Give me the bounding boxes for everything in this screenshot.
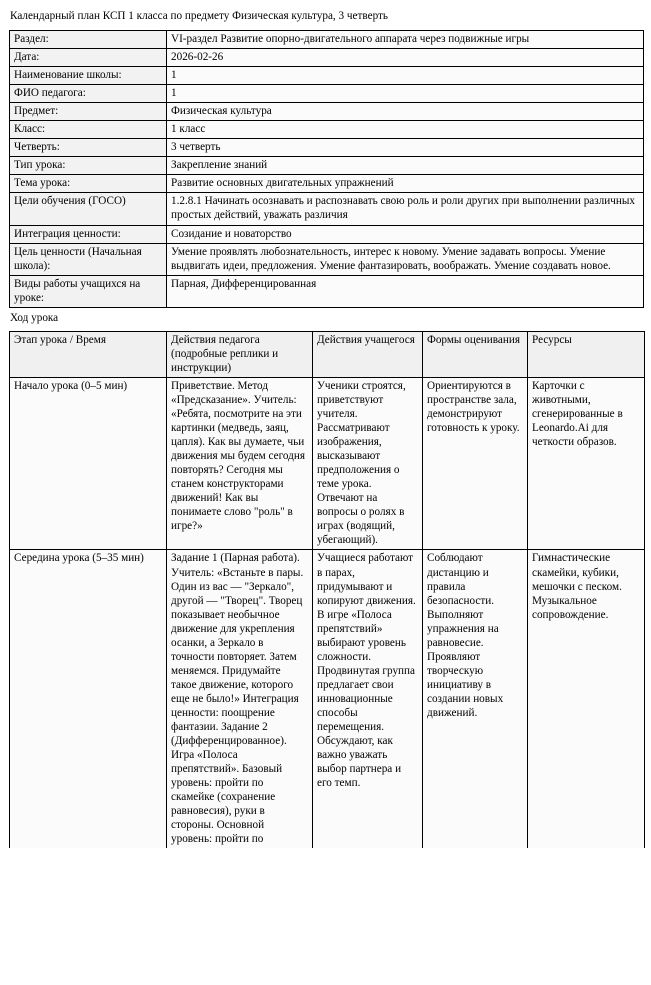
- meta-value: 1: [167, 67, 644, 85]
- table-row: [10, 31, 644, 49]
- meta-value: Парная, Дифференцированная: [167, 275, 644, 307]
- table-row: [10, 103, 644, 121]
- table-row: [10, 85, 644, 103]
- meta-value: 1.2.8.1 Начинать осознавать и распознавать свою роль и роли других при выполнении различных простых действий, уважать различия: [167, 193, 644, 225]
- meta-value: 3 четверть: [167, 139, 644, 157]
- meta-label: Класс:: [10, 121, 167, 139]
- meta-value: Развитие основных двигательных упражнений: [167, 175, 644, 193]
- table-row: [10, 377, 645, 550]
- column-header-teacher-actions: Действия педагога (подробные реплики и инструкции): [167, 331, 313, 377]
- table-row: [10, 225, 644, 243]
- lesson-flow-body: [10, 377, 645, 848]
- cell-assessment-forms: Ориентируются в пространстве зала, демонстрируют готовность к уроку.: [423, 377, 528, 550]
- meta-label: Четверть:: [10, 139, 167, 157]
- lesson-flow-header: [10, 331, 645, 377]
- meta-label: Виды работы учащихся на уроке:: [10, 275, 167, 307]
- table-row: [10, 275, 644, 307]
- lesson-flow-table: [9, 331, 645, 849]
- table-row: [10, 193, 644, 225]
- table-row: [10, 243, 644, 275]
- cell-teacher-actions: Приветствие. Метод «Предсказание». Учитель: «Ребята, посмотрите на эти картинки (медведь, заяц, цапля). Как вы думаете, чьи движения мы будем сегодня повторять? Сегодня мы станем конструкторами движений! Как вы понимаете слово "роль" в игре?»: [167, 377, 313, 550]
- cell-assessment-forms: Соблюдают дистанцию и правила безопасности. Выполняют упражнения на равновесие. Проявляют творческую инициативу в создании новых движений.: [423, 550, 528, 848]
- meta-value: 2026-02-26: [167, 49, 644, 67]
- meta-label: ФИО педагога:: [10, 85, 167, 103]
- cell-student-actions: Ученики строятся, приветствуют учителя. Рассматривают изображения, высказывают предположения о теме урока. Отвечают на вопросы о ролях в играх (водящий, убегающий).: [313, 377, 423, 550]
- cell-teacher-actions: Задание 1 (Парная работа). Учитель: «Встаньте в пары. Один из вас — "Зеркало", другой — "Творец". Творец показывает необычное движение для укрепления осанки, а Зеркало в точности повторяет. Затем меняемся. Придумайте такое движение, которого еще не было!» Интеграция ценности: поощрение фантазии. Задание 2 (Дифференцированное). Игра «Полоса препятствий». Базовый уровень: пройти по скамейке (сохранение равновесия), руки в стороны. Основной уровень: пройти по: [167, 550, 313, 848]
- table-row: [10, 121, 644, 139]
- meta-label: Цель ценности (Начальная школа):: [10, 243, 167, 275]
- meta-label: Тип урока:: [10, 157, 167, 175]
- meta-label: Тема урока:: [10, 175, 167, 193]
- meta-label: Раздел:: [10, 31, 167, 49]
- meta-value: Созидание и новаторство: [167, 225, 644, 243]
- meta-label: Наименование школы:: [10, 67, 167, 85]
- column-header-assessment-forms: Формы оценивания: [423, 331, 528, 377]
- meta-value: Умение проявлять любознательность, интерес к новому. Умение задавать вопросы. Умение выдвигать идеи, предложения. Умение фантазировать, воображать. Умение создавать новое.: [167, 243, 644, 275]
- table-row: [10, 175, 644, 193]
- meta-value: 1: [167, 85, 644, 103]
- cell-resources: Гимнастические скамейки, кубики, мешочки с песком. Музыкальное сопровождение.: [528, 550, 645, 848]
- table-row: [10, 67, 644, 85]
- table-row: [10, 49, 644, 67]
- table-header-row: [10, 331, 645, 377]
- table-row: [10, 157, 644, 175]
- page-title: Календарный план КСП 1 класса по предмету Физическая культура, 3 четверть: [10, 10, 389, 22]
- lesson-flow-heading: Ход урока: [10, 311, 59, 324]
- lesson-meta-table: [9, 30, 644, 308]
- meta-value: 1 класс: [167, 121, 644, 139]
- meta-label: Дата:: [10, 49, 167, 67]
- lesson-meta-body: [10, 31, 644, 308]
- table-row: [10, 550, 645, 848]
- column-header-resources: Ресурсы: [528, 331, 645, 377]
- meta-label: Цели обучения (ГОСО): [10, 193, 167, 225]
- column-header-student-actions: Действия учащегося: [313, 331, 423, 377]
- cell-student-actions: Учащиеся работают в парах, придумывают и копируют движения. В игре «Полоса препятствий» выбирают уровень сложности. Продвинутая группа предлагает свои инновационные способы перемещения. Обсуждают, как важно уважать выбор партнера и его темп.: [313, 550, 423, 848]
- column-header-stage: Этап урока / Время: [10, 331, 167, 377]
- cell-resources: Карточки с животными, сгенерированные в Leonardo.Ai для четкости образов.: [528, 377, 645, 550]
- table-row: [10, 139, 644, 157]
- cell-stage: Начало урока (0–5 мин): [10, 377, 167, 550]
- meta-value: VI-раздел Развитие опорно-двигательного аппарата через подвижные игры: [167, 31, 644, 49]
- cell-stage: Середина урока (5–35 мин): [10, 550, 167, 848]
- meta-label: Интеграция ценности:: [10, 225, 167, 243]
- meta-value: Физическая культура: [167, 103, 644, 121]
- meta-label: Предмет:: [10, 103, 167, 121]
- meta-value: Закрепление знаний: [167, 157, 644, 175]
